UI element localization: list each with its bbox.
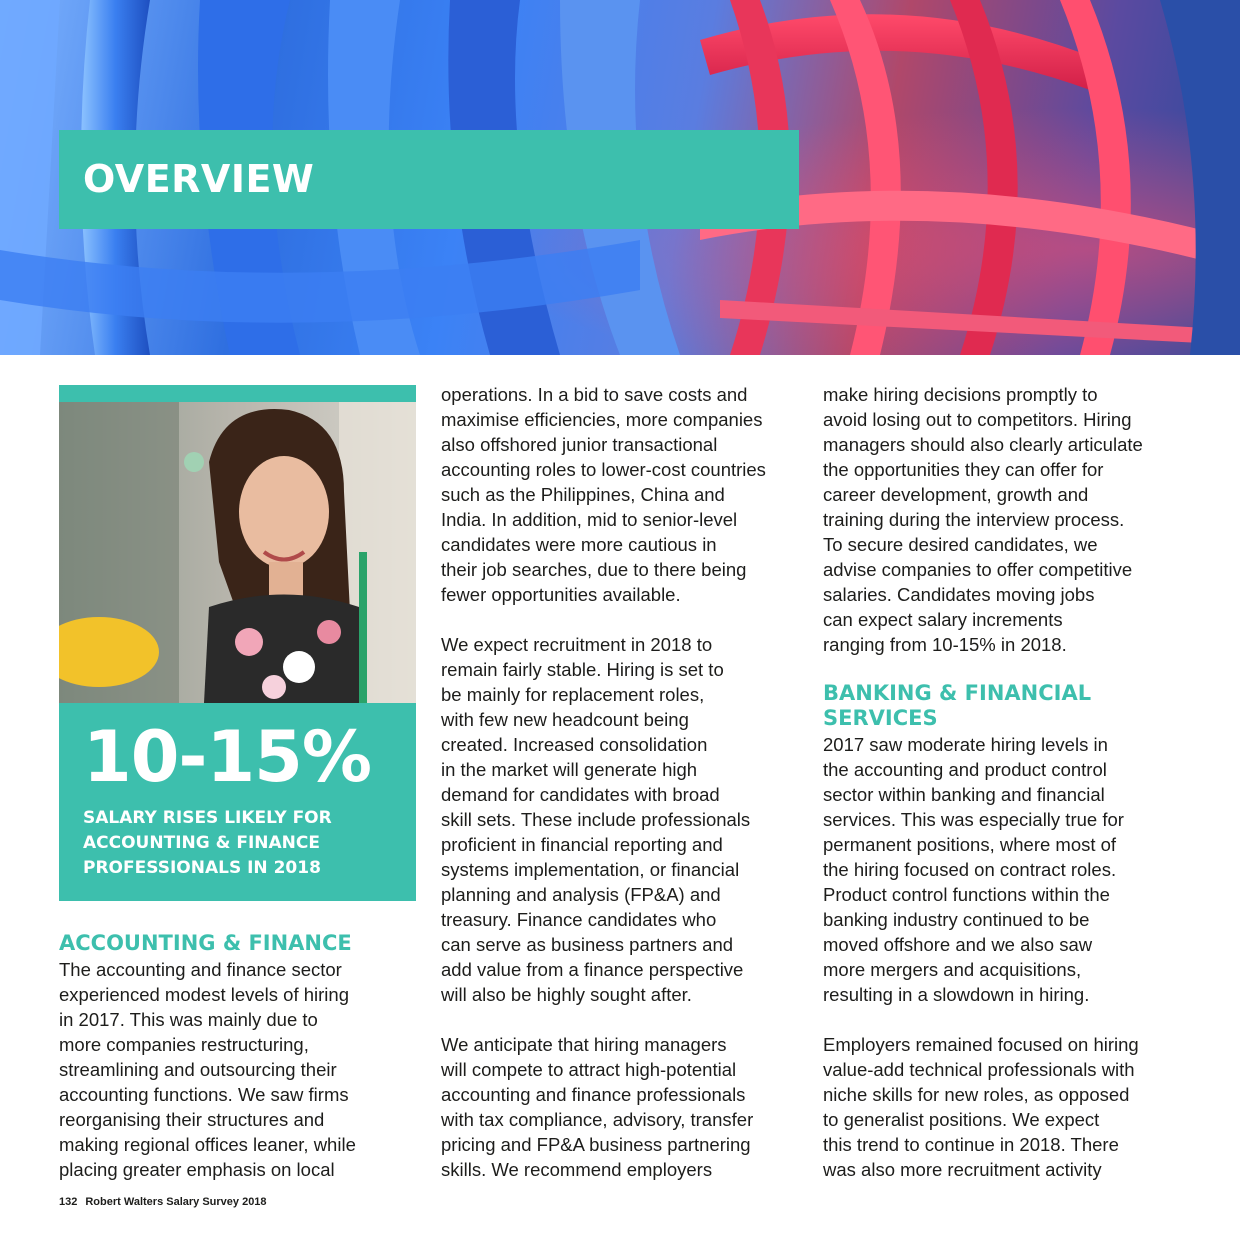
- middle-column-paragraph-1: operations. In a bid to save costs and maximise efficiencies, more companies also offshored junior transactional accounting roles to lower-cost countries such as the Philippines, China and India. In addition, mid to senior-level candidates were more cautious in their job searches, due to there being fewer opportunities available.: [441, 384, 766, 605]
- right-column-paragraph-1: make hiring decisions promptly to avoid losing out to competitors. Hiring managers should also clearly articulate the opportunities they can offer for career development, growth and training during the interview process. To secure desired candidates, we advise companies to offer competitive salaries. Candidates moving jobs can expect salary increments ranging from 10-15% in 2018.: [823, 384, 1143, 655]
- publication-name: Robert Walters Salary Survey 2018: [85, 1196, 267, 1208]
- right-column-paragraph-3: Employers remained focused on hiring value-add technical professionals with niche skills for new roles, as opposed to generalist positions. We expect this trend to continue in 2018. There was also more recruitment activity: [823, 1034, 1139, 1180]
- page-number: 132: [59, 1196, 78, 1208]
- stat-caption: SALARY RISES LIKELY FOR ACCOUNTING & FINANCE PROFESSIONALS IN 2018: [83, 808, 332, 878]
- banking-financial-services-body: 2017 saw moderate hiring levels in the accounting and product control sector within banking and financial services. This was especially true for permanent positions, where most of the hiring focused on contract roles. Product control functions within the banking industry continued to be moved offshore and we also saw more mergers and acquisitions, resulting in a slowdown in hiring.: [823, 734, 1124, 1005]
- professional-woman-photo: [59, 402, 416, 703]
- stat-figure: 10-15%: [83, 716, 372, 798]
- accounting-finance-body: The accounting and finance sector experienced modest levels of hiring in 2017. This was mainly due to more companies restructuring, streamlining and outsourcing their accounting functions. We saw firms reorganising their structures and making regional offices leaner, while placing greater emphasis on local: [59, 959, 356, 1180]
- banking-financial-services-heading: BANKING & FINANCIAL SERVICES: [823, 681, 1092, 730]
- middle-column-paragraph-2: We expect recruitment in 2018 to remain fairly stable. Hiring is set to be mainly for replacement roles, with few new headcount being created. Increased consolidation in the market will generate high demand for candidates with broad skill sets. These include professionals proficient in financial reporting and systems implementation, or financial planning and analysis (FP&A) and treasury. Finance candidates who can serve as business partners and add value from a finance perspective will also be highly sought after.: [441, 634, 751, 1005]
- middle-column-paragraph-3: We anticipate that hiring managers will compete to attract high-potential accounting and finance professionals with tax compliance, advisory, transfer pricing and FP&A business partnering skills. We recommend employers: [441, 1034, 754, 1180]
- page-title: OVERVIEW: [83, 157, 315, 201]
- hero-banner: [0, 0, 1240, 355]
- hero-title-box: [59, 130, 799, 229]
- page-footer: [59, 1196, 267, 1208]
- accounting-finance-heading: ACCOUNTING & FINANCE: [59, 931, 352, 955]
- photo-frame: [59, 385, 416, 703]
- stat-callout: [59, 703, 416, 901]
